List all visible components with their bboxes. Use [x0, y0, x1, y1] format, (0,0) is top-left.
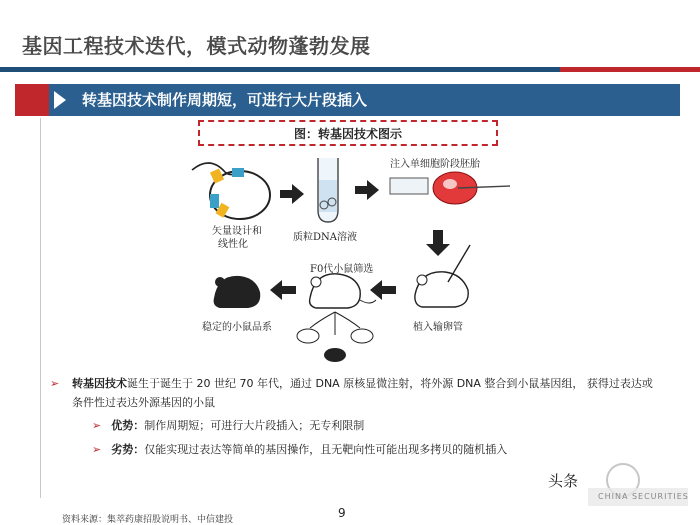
offspring-mice-icon	[297, 312, 373, 362]
label-vector-line1: 矢量设计和	[212, 226, 262, 237]
banner-accent	[15, 84, 49, 116]
banner-arrow-icon	[54, 91, 66, 109]
main-bullet-line1: 诞生于诞生于 20 世纪 70 年代，通过 DNA 原核显微注射，将外源 DNA 整合到小鼠基因组， 获得过表达或	[127, 377, 653, 390]
con-bullet	[92, 442, 692, 458]
arrow-right-icon-1	[280, 184, 304, 204]
pro-bullet	[92, 418, 692, 434]
arrow-right-icon-2	[355, 180, 379, 200]
implant-mouse-icon	[415, 245, 470, 307]
watermark-logo-text: CHINA SECURITIES	[598, 492, 689, 501]
plasmid-icon	[192, 163, 270, 219]
bullet-marker-icon: ➢	[50, 377, 60, 390]
stable-mouse-icon	[214, 276, 261, 308]
figure-caption: 图：转基因技术图示	[293, 127, 402, 141]
label-vector-line2: 线性化	[218, 239, 248, 250]
label-stable-strain: 稳定的小鼠品系	[202, 322, 272, 333]
main-bullet-bold: 转基因技术	[72, 377, 127, 390]
watermark-brand: 头条	[548, 472, 579, 490]
watermark	[528, 460, 698, 520]
embryo-injection-icon	[390, 172, 510, 204]
main-bullet	[50, 374, 690, 412]
title-divider-red	[560, 67, 700, 72]
sub-bullet-marker-icon: ➢	[92, 443, 102, 456]
banner-title: 转基因技术制作周期短，可进行大片段插入	[82, 91, 368, 109]
con-bullet-text: 仅能实现过表达等简单的基因操作，且无靶向性可能出现多拷贝的随机插入	[144, 443, 508, 456]
transgenic-process-diagram	[170, 150, 530, 370]
left-rule	[40, 118, 41, 498]
label-embryo-injection: 注入单细胞阶段胚胎	[390, 159, 480, 170]
title-divider-blue	[0, 67, 560, 72]
main-bullet-line2: 条件性过表达外源基因的小鼠	[72, 396, 215, 409]
f0-mouse-icon	[310, 274, 376, 308]
label-f0-screening: F0代小鼠筛选	[310, 264, 374, 275]
label-dna-solution: 质粒DNA溶液	[293, 232, 357, 243]
pro-bullet-text: 制作周期短；可进行大片段插入；无专利限制	[144, 419, 365, 432]
con-bullet-bold: 劣势：	[111, 443, 145, 456]
pro-bullet-bold: 优势：	[111, 419, 145, 432]
arrow-down-icon	[426, 230, 450, 256]
page-title: 基因工程技术迭代，模式动物蓬勃发展	[22, 34, 371, 58]
test-tube-icon	[318, 158, 338, 222]
arrow-left-icon-1	[370, 280, 396, 300]
source-note: 资料来源：集萃药康招股说明书、中信建投	[62, 515, 234, 525]
sub-bullet-marker-icon: ➢	[92, 419, 102, 432]
label-oviduct-implant: 植入输卵管	[413, 322, 463, 333]
page-number: 9	[338, 506, 346, 520]
arrow-left-icon-2	[270, 280, 296, 300]
